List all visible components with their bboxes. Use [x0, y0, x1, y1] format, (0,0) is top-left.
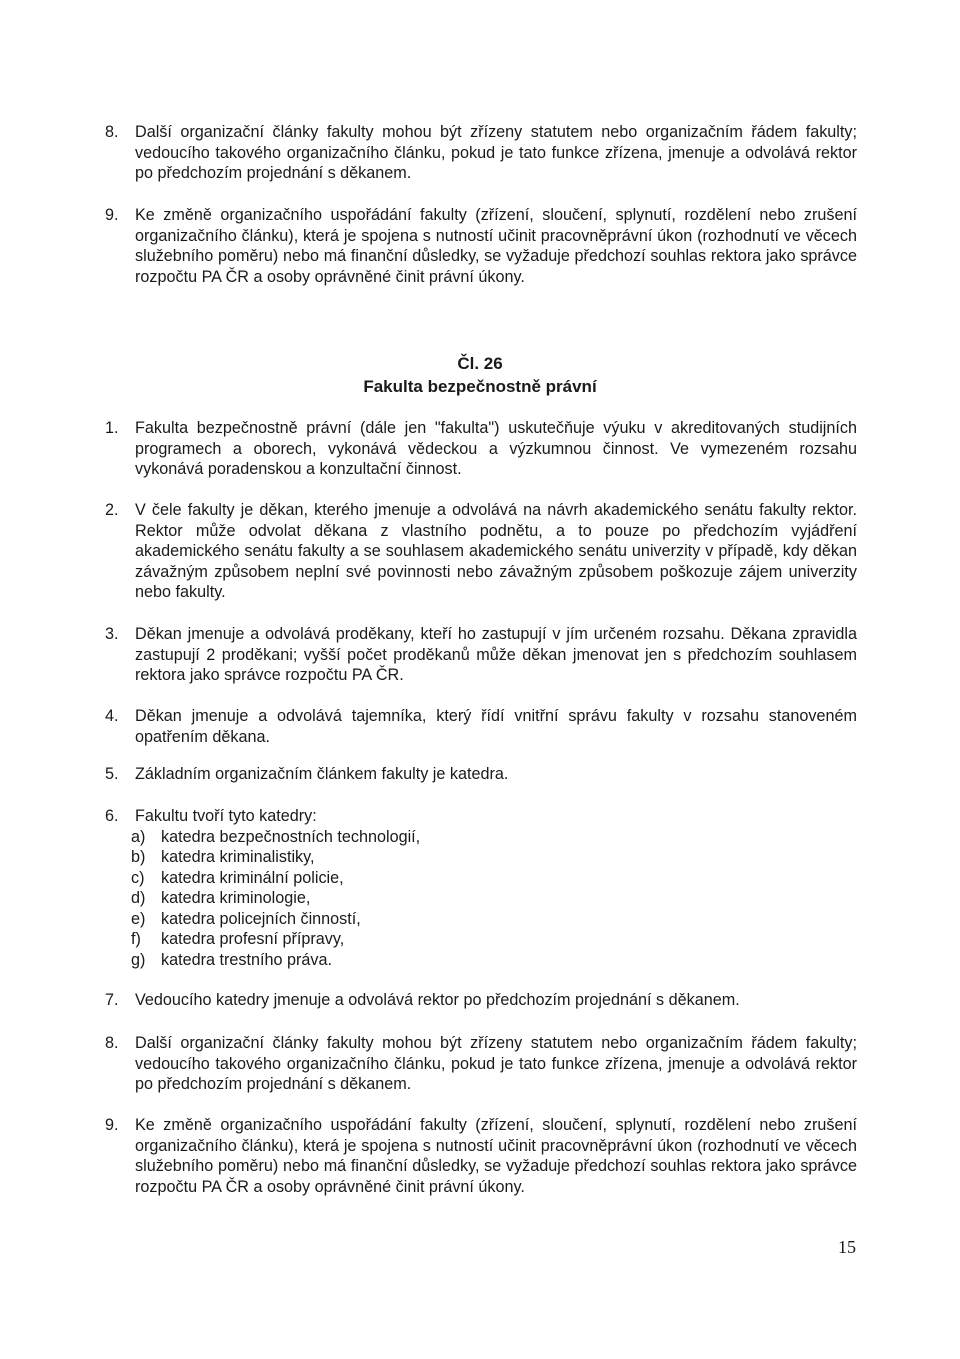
- item-number: 8.: [105, 123, 119, 141]
- item-text: Vedoucího katedry jmenuje a odvolává rektor po předchozím projednání s děkanem.: [135, 991, 740, 1009]
- item-number: 3.: [105, 625, 119, 643]
- item-text: Ke změně organizačního uspořádání fakulty (zřízení, sloučení, splynutí, rozdělení nebo zrušení organizačního článku), která je spojena s nutností učinit pracovněprávní úkon (rozhodnutí ve věcech služebního poměru) nebo má finanční důsledky, se vyžaduje předchozí souhlas rektora jako správce rozpočtu PA ČR a osoby oprávněné činit právní úkony.: [135, 206, 857, 286]
- list-item: [105, 764, 857, 785]
- list-item: [105, 122, 857, 184]
- article-title: Fakulta bezpečnostně právní: [363, 377, 597, 396]
- department-item: [105, 909, 857, 930]
- list-item: [105, 990, 857, 1011]
- department-label: g): [131, 950, 146, 969]
- item-number: 8.: [105, 1034, 119, 1052]
- department-text: katedra kriminalistiky,: [161, 848, 315, 866]
- department-text: katedra kriminologie,: [161, 889, 311, 907]
- item-number: 4.: [105, 707, 119, 725]
- item-text: Ke změně organizačního uspořádání fakulty (zřízení, sloučení, splynutí, rozdělení nebo zrušení organizačního článku), která je spojena s nutností učinit pracovněprávní úkon (rozhodnutí ve věcech služebního poměru) nebo má finanční důsledky, se vyžaduje předchozí souhlas rektora jako správce rozpočtu PA ČR a osoby oprávněné činit právní úkony.: [135, 1116, 857, 1196]
- item-text: Další organizační články fakulty mohou být zřízeny statutem nebo organizačním řádem fakulty; vedoucího takového organizačního článku, pokud je tato funkce zřízena, jmenuje a odvolává rektor po předchozím projednání s děkanem.: [135, 1034, 857, 1093]
- item-text: Fakultu tvoří tyto katedry:: [135, 807, 317, 825]
- item-number: 6.: [105, 807, 119, 825]
- department-label: c): [131, 868, 145, 887]
- department-item: [105, 888, 857, 909]
- list-item: [105, 1115, 857, 1197]
- item-text: Další organizační články fakulty mohou být zřízeny statutem nebo organizačním řádem fakulty; vedoucího takového organizačního článku, pokud je tato funkce zřízena, jmenuje a odvolává rektor po předchozím projednání s děkanem.: [135, 123, 857, 182]
- department-label: b): [131, 848, 146, 866]
- list-item: [105, 418, 857, 480]
- list-item: [105, 624, 857, 686]
- list-item: [105, 706, 857, 747]
- department-list: [105, 827, 857, 971]
- department-item: [105, 868, 857, 889]
- list-item: [105, 500, 857, 603]
- item-text: V čele fakulty je děkan, kterého jmenuje a odvolává na návrh akademického senátu fakulty rektor. Rektor může odvolat děkana z vlastního podnětu, a to pouze po předchozím vyjádření akademického senátu fakulty a se souhlasem akademického senátu univerzity v případě, kdy děkan závažným způsobem neplní své povinnosti nebo závažným způsobem poškozuje zájem univerzity nebo fakulty.: [135, 501, 857, 601]
- department-item: [105, 847, 857, 868]
- department-text: katedra kriminální policie,: [161, 868, 344, 887]
- department-label: a): [131, 827, 146, 846]
- item-number: 1.: [105, 419, 119, 437]
- department-text: katedra profesní přípravy,: [161, 930, 345, 948]
- department-item: [105, 929, 857, 950]
- list-item: [105, 806, 857, 970]
- item-number: 7.: [105, 991, 119, 1009]
- page-number: 15: [838, 1237, 856, 1257]
- department-label: d): [131, 889, 146, 907]
- department-text: katedra trestního práva.: [161, 950, 332, 969]
- department-text: katedra bezpečnostních technologií,: [161, 827, 421, 846]
- item-number: 2.: [105, 501, 119, 519]
- item-number: 5.: [105, 765, 119, 783]
- department-item: [105, 950, 857, 971]
- list-item: [105, 205, 857, 287]
- article-number: Čl. 26: [457, 354, 503, 373]
- item-number: 9.: [105, 206, 119, 224]
- department-label: e): [131, 909, 146, 928]
- department-item: [105, 827, 857, 848]
- item-text: Děkan jmenuje a odvolává tajemníka, který řídí vnitřní správu fakulty v rozsahu stanoveném opatřením děkana.: [135, 707, 857, 746]
- item-text: Fakulta bezpečnostně právní (dále jen "fakulta") uskutečňuje výuku v akreditovaných studijních programech a oborech, vykonává vědeckou a výzkumnou činnost. Ve vymezeném rozsahu vykonává poradenskou a konzultační činnost.: [135, 419, 857, 478]
- item-number: 9.: [105, 1116, 119, 1134]
- department-label: f): [131, 930, 141, 948]
- item-text: Základním organizačním článkem fakulty je katedra.: [135, 765, 509, 783]
- item-text: Děkan jmenuje a odvolává proděkany, kteří ho zastupují v jím určeném rozsahu. Děkana zpravidla zastupují 2 proděkani; vyšší počet proděkanů může děkan jmenovat jen s předchozím souhlasem rektora jako správce rozpočtu PA ČR.: [135, 625, 857, 684]
- list-item: [105, 1033, 857, 1095]
- department-text: katedra policejních činností,: [161, 909, 361, 928]
